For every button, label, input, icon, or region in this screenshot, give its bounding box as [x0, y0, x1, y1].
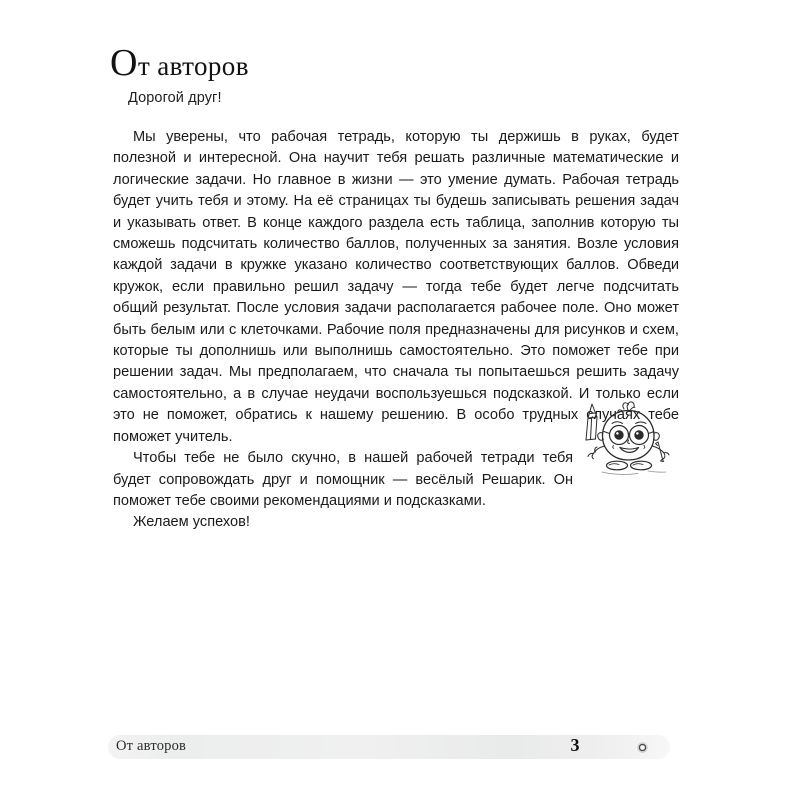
closing-block [113, 448, 679, 512]
page-title [110, 44, 249, 82]
body-text [113, 127, 679, 534]
illustration-spacer [583, 450, 679, 528]
circle-mark-icon [637, 742, 648, 753]
paragraph-wish: Желаем успехов! [133, 514, 250, 531]
paragraph-helper: Чтобы тебе не было скучно, в нашей рабочей тетради тебя будет сопровождать друг и помощник — весёлый Решарик. Он поможет тебе своими рекомендациями и подсказками. [113, 450, 573, 509]
salutation: Дорогой друг! [128, 90, 222, 106]
footer-section-title: От авторов [116, 738, 187, 754]
page-title-rest: т авторов [137, 51, 249, 81]
paragraph-intro: Мы уверены, что рабочая тетрадь, которую ты держишь в руках, будет полезной и интересной. Она научит тебя решать различные математические и логические задачи. Но главное в жизни — это умение думать. Рабочая тетрадь будет учить тебя и этому. На её страницах ты будешь записывать решения задач и указывать ответ. В конце каждого раздела есть таблица, заполнив которую ты сможешь подсчитать количество баллов, полученных за занятия. Возле условия каждой задачи в кружке указано количество соответствующих баллов. Обведи кружок, если правильно решил задачу — тогда тебе будет легче подсчитать общий результат. После условия задачи располагается рабочее поле. Оно может быть белым или с клеточками. Рабочие поля предназначены для рисунков и схем, которые ты дополнишь или выполнишь самостоятельно. Это поможет тебе при решении задач. Мы предполагаем, что сначала ты попытаешься решить задачу самостоятельно, а в случае неудачи воспользуешься подсказкой. И только если это не поможет, обратись к нашему решению. В особо трудных случаях тебе поможет учитель. [113, 129, 679, 445]
page-number: 3 [570, 735, 580, 755]
page-title-dropcap: О [110, 42, 138, 84]
